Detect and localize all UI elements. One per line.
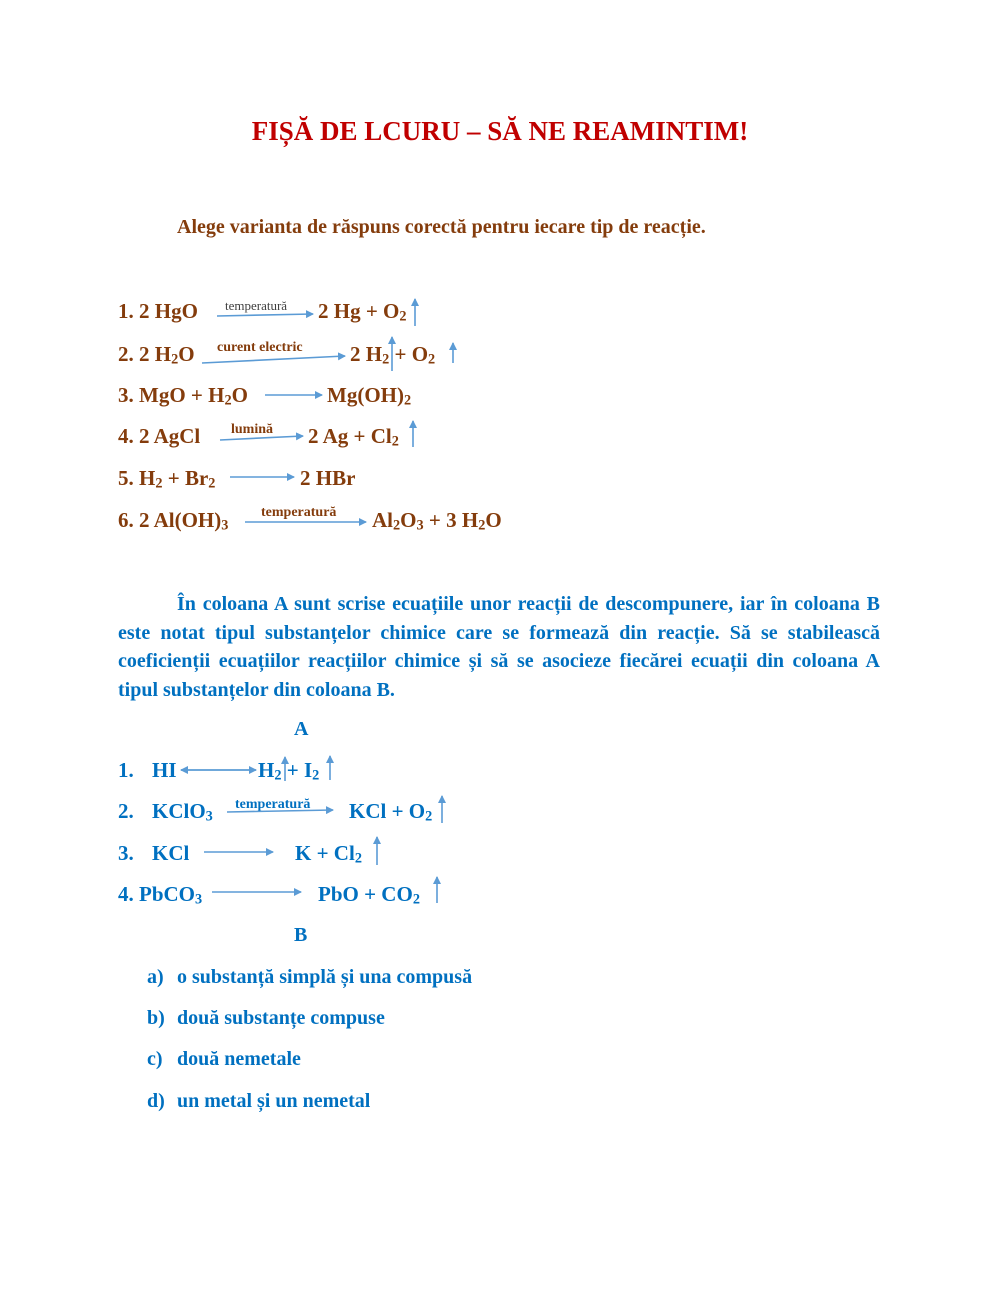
reaction-6-rhs: $Al_2O_3 + 3$ $H_2O$ [372,508,502,534]
column-a-item-3-rhs: $K + Cl_2$ [295,841,362,867]
reaction-1-rhs: 2 $Hg + O_2$ [318,299,407,325]
reaction-4-rhs: 2 $Ag + Cl_2$ [308,424,399,450]
option-d-text: un metal și un nemetal [177,1090,371,1112]
column-a-item-4-lhs: 4. PbCO$_3$ [118,882,203,908]
reaction-3-lhs: 3. MgO + $H_2O$ [118,383,248,409]
instruction: Alege varianta de răspuns corectă pentru iecare tip de reacție. [177,216,706,238]
column-a-item-1-lhs: HI [152,758,177,782]
reaction-2-arrow [202,356,345,363]
option-a-text: o substanță simplă și una compusă [177,966,473,988]
reaction-2-condition: curent electric [217,340,303,355]
option-d-letter: d) [147,1090,165,1112]
option-a-letter: a) [147,966,164,988]
column-a-header: A [294,718,309,740]
reaction-1-arrow [217,314,313,316]
reaction-6-condition: temperatură [261,505,337,520]
column-a-item-3-num: 3. [118,841,134,865]
task-paragraph: În coloana A sunt scrise ecuațiile unor reacții de descompunere, iar în coloana B este notat tipul substanțelor chimice care se formează din reacție. Să se stabilească coeficienții ecuațiilor reacțiilor chimice și să se asocieze fiecărei ecuații din coloana A tipul substanțelor din coloana B. [118,593,880,701]
column-a-item-2-rhs: KCl + $O_2$ [349,799,433,825]
column-b-header: B [294,924,308,946]
reaction-5-rhs: 2 HBr [300,466,356,490]
reaction-3-rhs: $Mg(OH)_2$ [327,383,412,409]
column-a-item-4-rhs: PbO + $CO_2$ [318,882,420,908]
option-c-text: două nemetale [177,1048,301,1070]
column-a-item-1-rhs: $H_2 + I_2$ [258,758,320,784]
option-b-letter: b) [147,1007,165,1029]
option-c-letter: c) [147,1048,163,1070]
column-a-item-1-num: 1. [118,758,134,782]
column-a-item-2-num: 2. [118,799,134,823]
page-title: FIȘĂ DE LCURU – SĂ NE REAMINTIM! [251,116,749,146]
reaction-4-condition: lumină [231,422,274,437]
reaction-6-lhs: 6. 2 $Al(OH)_3$ [118,508,229,534]
option-b-text: două substanțe compuse [177,1007,385,1029]
reaction-5-lhs: 5. $H_2 + Br_2$ [118,466,216,492]
column-a-item-3-lhs: KCl [152,841,190,865]
reaction-2-rhs: 2 $H_2 + O_2$ [350,342,436,368]
reaction-1-lhs: 1. 2 HgO [118,299,198,323]
reaction-4-lhs: 4. 2 AgCl [118,424,201,448]
column-a-item-2-lhs: KClO$_3$ [152,799,213,825]
column-a-item-2-condition: temperatură [235,797,311,812]
reaction-2-lhs: 2. 2 $H_2O$ [118,342,195,368]
reaction-1-condition: temperatură [225,298,288,313]
